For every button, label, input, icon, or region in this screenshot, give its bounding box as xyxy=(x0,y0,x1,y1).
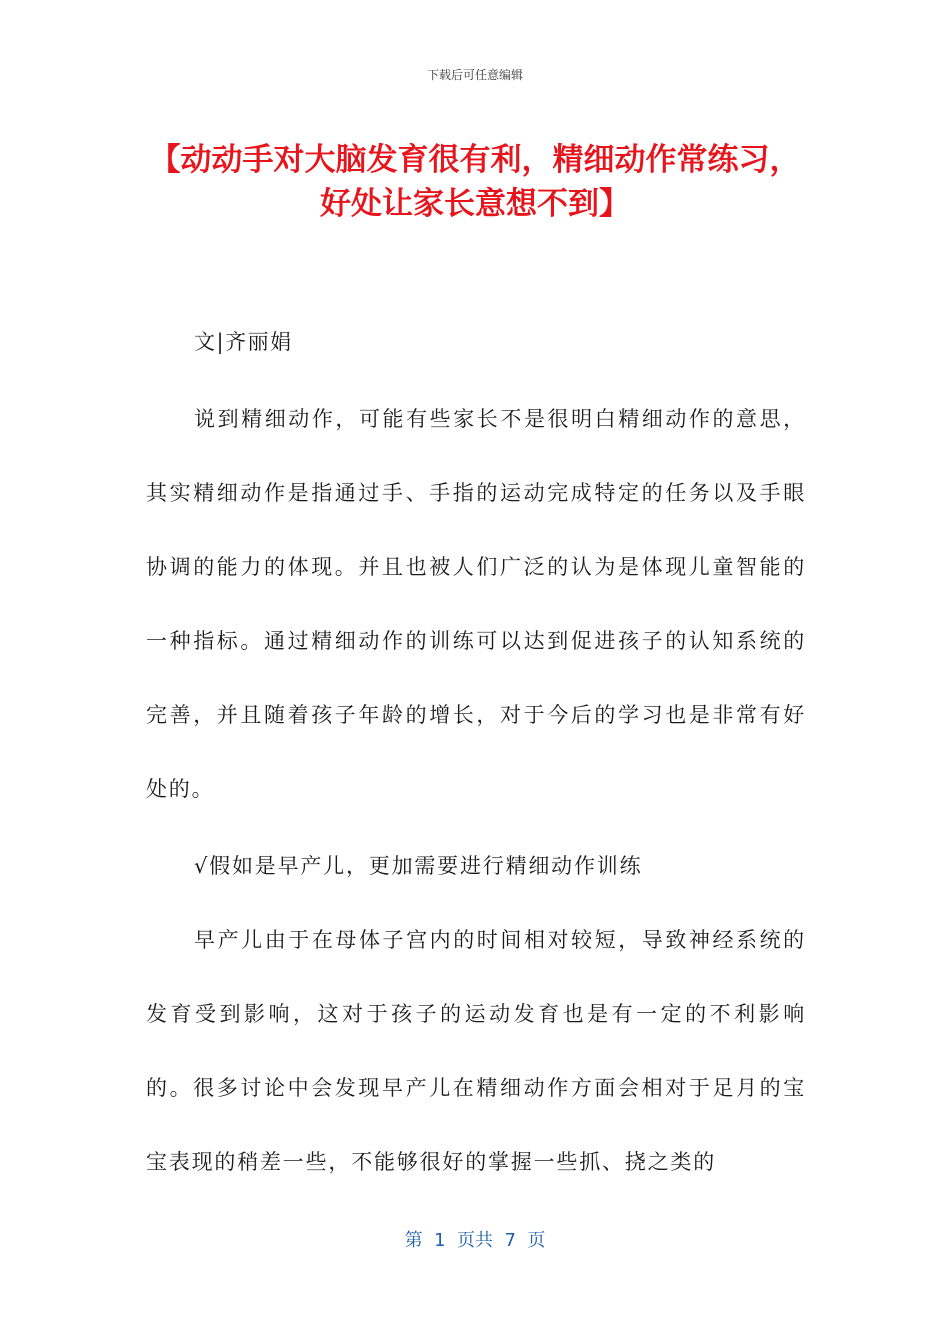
body-paragraph-2 xyxy=(146,903,806,1199)
page-number-footer: 第 1 页共 7 页 xyxy=(404,1230,546,1251)
document-title: 【动动手对大脑发育很有利，精细动作常练习，好处让家长意想不到】 xyxy=(149,142,801,222)
page-header-note: 下载后可任意编辑 xyxy=(426,68,523,82)
section-heading xyxy=(146,829,806,903)
paragraph-text: 早产儿由于在母体子宫内的时间相对较短，导致神经系统的发育受到影响，这对于孩子的运动发育也是有一定的不利影响的。很多讨论中会发现早产儿在精细动作方面会相对于足月的宝宝表现的稍差一些，不能够很好的掌握一些抓、挠之类的 xyxy=(146,928,806,1174)
section-heading-text: √假如是早产儿，更加需要进行精细动作训练 xyxy=(194,854,643,878)
author-byline: 文|齐丽娟 xyxy=(194,330,293,354)
paragraph-text: 说到精细动作，可能有些家长不是很明白精细动作的意思，其实精细动作是指通过手、手指的运动完成特定的任务以及手眼协调的能力的体现。并且也被人们广泛的认为是体现儿童智能的一种指标。通过精细动作的训练可以达到促进孩子的认知系统的完善，并且随着孩子年龄的增长，对于今后的学习也是非常有好处的。 xyxy=(146,407,806,801)
body-paragraph-1 xyxy=(146,382,806,826)
